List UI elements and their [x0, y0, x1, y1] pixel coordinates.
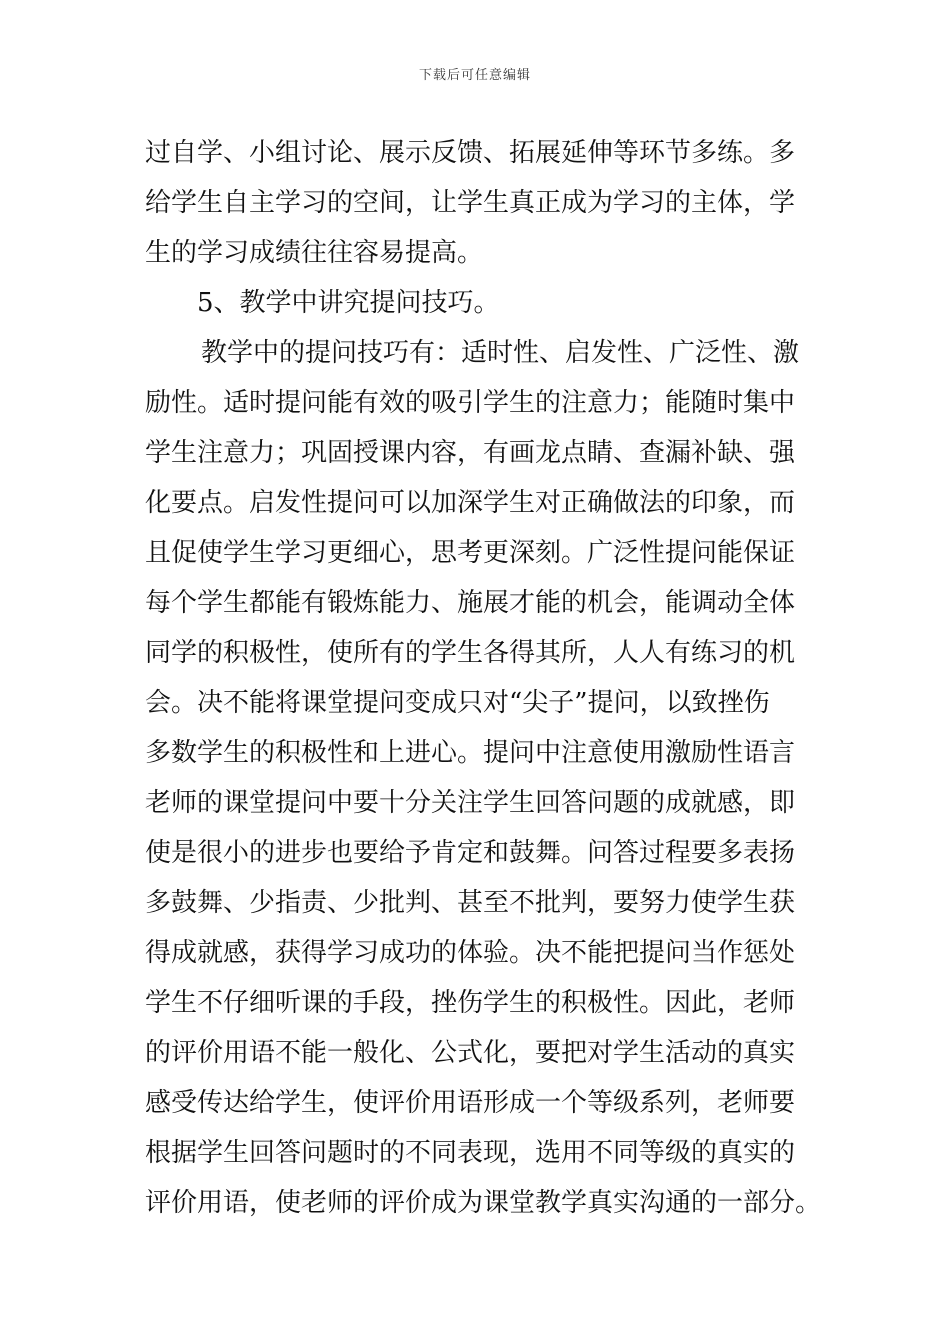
text-line: 励性。适时提问能有效的吸引学生的注意力；能随时集中 — [145, 388, 796, 418]
text-line: 学生注意力；巩固授课内容，有画龙点睛、查漏补缺、强 — [145, 438, 796, 468]
document-body — [145, 128, 822, 1228]
text-line: 每个学生都能有锻炼能力、施展才能的机会，能调动全体 — [145, 588, 796, 618]
section-heading: 5、教学中讲究提问技巧。 — [197, 288, 500, 318]
text-line: 根据学生回答问题时的不同表现，选用不同等级的真实的 — [145, 1138, 796, 1168]
text-line: 过自学、小组讨论、展示反馈、拓展延伸等环节多练。多 — [145, 138, 796, 168]
text-line: 多数学生的积极性和上进心。提问中注意使用激励性语言 — [145, 738, 796, 768]
text-line: 评价用语，使老师的评价成为课堂教学真实沟通的一部分。 — [145, 1188, 822, 1218]
text-line: 给学生自主学习的空间，让学生真正成为学习的主体，学 — [145, 188, 796, 218]
text-line: 老师的课堂提问中要十分关注学生回答问题的成就感，即 — [145, 788, 796, 818]
text-line: 会。决不能将课堂提问变成只对“尖子”提问，以致挫伤 — [145, 688, 770, 718]
text-line: 感受传达给学生，使评价用语形成一个等级系列，老师要 — [145, 1088, 796, 1118]
text-line: 同学的积极性，使所有的学生各得其所，人人有练习的机 — [145, 638, 796, 668]
text-line: 教学中的提问技巧有：适时性、启发性、广泛性、激 — [201, 338, 800, 368]
text-line: 得成就感，获得学习成功的体验。决不能把提问当作惩处 — [145, 938, 796, 968]
text-line: 生的学习成绩往往容易提高。 — [145, 238, 484, 268]
text-line: 多鼓舞、少指责、少批判、甚至不批判，要努力使学生获 — [145, 888, 796, 918]
text-line: 学生不仔细听课的手段，挫伤学生的积极性。因此，老师 — [145, 988, 796, 1018]
text-line: 化要点。启发性提问可以加深学生对正确做法的印象，而 — [145, 488, 796, 518]
header-note: 下载后可任意编辑 — [418, 68, 531, 83]
text-line: 的评价用语不能一般化、公式化，要把对学生活动的真实 — [145, 1038, 796, 1068]
text-line: 且促使学生学习更细心，思考更深刻。广泛性提问能保证 — [145, 538, 796, 568]
text-line: 使是很小的进步也要给予肯定和鼓舞。问答过程要多表扬 — [145, 838, 796, 868]
